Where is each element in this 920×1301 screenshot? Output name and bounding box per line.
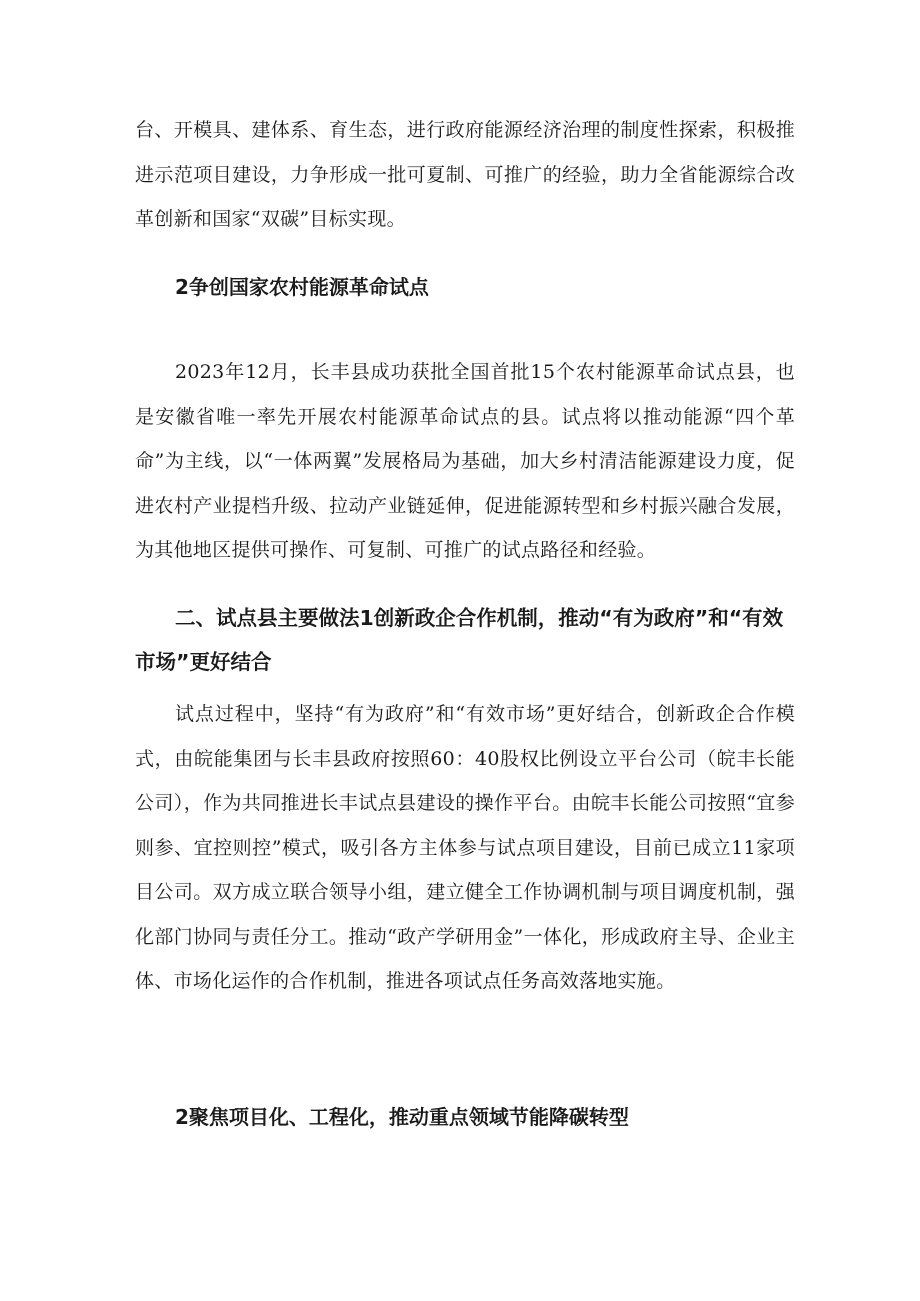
paragraph-intro-continuation: 台、开模具、建体系、育生态，进行政府能源经济治理的制度性探索，积极推进示范项目建设，力争形成一批可夏制、可推广的经验，助力全省能源综合改革创新和国家“双碳”目标实现。 <box>135 119 795 230</box>
paragraph-cooperation-mechanism: 试点过程中，坚持“有为政府”和“有效市场”更好结合，创新政企合作模式，由皖能集团与长丰县政府按照60：40股权比例设立平台公司（皖丰长能公司），作为共同推进长丰试点县建设的操作平台。由皖丰长能公司按照“宜参则参、宜控则控”模式，吸引各方主体参与试点项目建设，目前已成立11家项目公司。双方成立联合领导小组，建立健全工作协调机制与项目调度机制，强化部门协同与责任分工。推动“政产学研用金”一体化，形成政府主导、企业主体、市场化运作的合作机制，推进各项试点任务高效落地实施。 <box>135 703 795 992</box>
paragraph-pilot-approval: 2023年12月，长丰县成功获批全国首批15个农村能源革命试点县，也是安徽省唯一率先开展农村能源革命试点的县。试点将以推动能源“四个革命”为主线，以“一体两翼”发展格局为基础，加大乡村清洁能源建设力度，促进农村产业提档升级、拉动产业链延伸，促进能源转型和乡村振兴融合发展，为其他地区提供可操作、可复制、可推广的试点路径和经验。 <box>135 361 795 561</box>
section-heading-energy-saving: 2聚焦项目化、工程化，推动重点领域节能降碳转型 <box>175 1105 629 1129</box>
section-heading-main-practices: 二、试点县主要做法1创新政企合作机制，推动“有为政府”和“有效市场”更好结合 <box>135 606 784 674</box>
section-heading-rural-energy-pilot: 2争创国家农村能源革命试点 <box>175 275 429 299</box>
